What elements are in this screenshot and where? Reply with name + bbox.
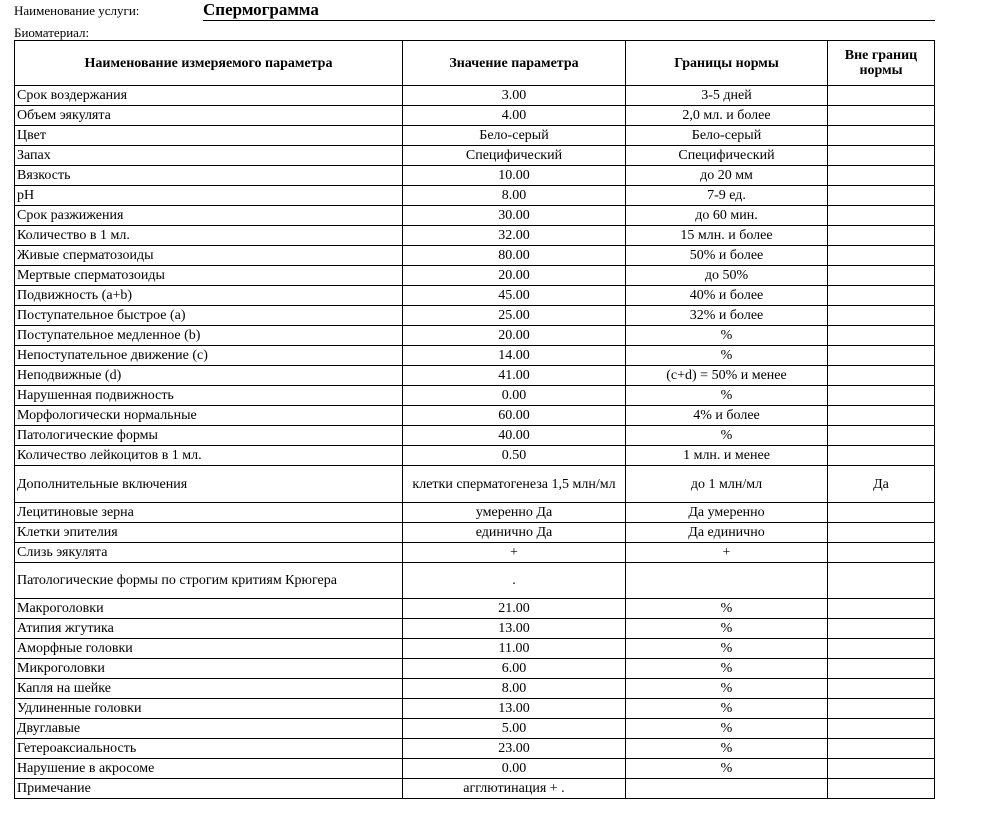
column-header-out-of-range: Вне границ нормы: [828, 41, 935, 86]
table-row: [15, 503, 935, 523]
cell-out-of-range: [828, 759, 935, 779]
table-row: [15, 739, 935, 759]
cell-out-of-range: [828, 86, 935, 106]
table-row: [15, 659, 935, 679]
cell-norm: Бело-серый: [626, 126, 828, 146]
table-row: [15, 86, 935, 106]
table-row: [15, 599, 935, 619]
cell-parameter: pH: [15, 186, 403, 206]
cell-value: 0.50: [403, 446, 626, 466]
cell-parameter: Патологические формы: [15, 426, 403, 446]
cell-out-of-range: [828, 426, 935, 446]
cell-norm: %: [626, 326, 828, 346]
cell-parameter: Удлиненные головки: [15, 699, 403, 719]
cell-norm: 1 млн. и менее: [626, 446, 828, 466]
cell-norm: %: [626, 679, 828, 699]
cell-parameter: Срок воздержания: [15, 86, 403, 106]
table-row: [15, 206, 935, 226]
cell-norm: 50% и более: [626, 246, 828, 266]
cell-out-of-range: [828, 739, 935, 759]
cell-value: 3.00: [403, 86, 626, 106]
cell-value: 30.00: [403, 206, 626, 226]
cell-parameter: Лецитиновые зерна: [15, 503, 403, 523]
cell-parameter: Мертвые сперматозоиды: [15, 266, 403, 286]
cell-parameter: Клетки эпителия: [15, 523, 403, 543]
table-row: [15, 306, 935, 326]
cell-value: 0.00: [403, 386, 626, 406]
cell-out-of-range: [828, 679, 935, 699]
cell-norm: 40% и более: [626, 286, 828, 306]
cell-norm: 3-5 дней: [626, 86, 828, 106]
column-header-norm: Границы нормы: [626, 41, 828, 86]
table-row: [15, 366, 935, 386]
cell-norm: 7-9 ед.: [626, 186, 828, 206]
cell-out-of-range: [828, 166, 935, 186]
cell-norm: %: [626, 739, 828, 759]
cell-norm: %: [626, 426, 828, 446]
cell-value: 80.00: [403, 246, 626, 266]
service-underline: [203, 20, 935, 21]
cell-norm: 15 млн. и более: [626, 226, 828, 246]
table-row: [15, 126, 935, 146]
table-row: [15, 563, 935, 599]
cell-out-of-range: [828, 346, 935, 366]
cell-value: Специфический: [403, 146, 626, 166]
table-row: [15, 619, 935, 639]
cell-value: 10.00: [403, 166, 626, 186]
cell-out-of-range: [828, 406, 935, 426]
cell-norm: Да умеренно: [626, 503, 828, 523]
cell-parameter: Примечание: [15, 779, 403, 799]
cell-parameter: Морфологически нормальные: [15, 406, 403, 426]
column-header-value: Значение параметра: [403, 41, 626, 86]
cell-out-of-range: [828, 543, 935, 563]
cell-norm: (c+d) = 50% и менее: [626, 366, 828, 386]
table-row: [15, 166, 935, 186]
cell-value: 8.00: [403, 679, 626, 699]
cell-value: клетки сперматогенеза 1,5 млн/мл: [403, 466, 626, 503]
cell-out-of-range: [828, 719, 935, 739]
cell-value: 25.00: [403, 306, 626, 326]
cell-parameter: Неподвижные (d): [15, 366, 403, 386]
cell-parameter: Вязкость: [15, 166, 403, 186]
table-row: [15, 386, 935, 406]
table-row: [15, 286, 935, 306]
cell-norm: [626, 779, 828, 799]
cell-out-of-range: [828, 523, 935, 543]
cell-parameter: Двуглавые: [15, 719, 403, 739]
table-row: [15, 146, 935, 166]
cell-value: умеренно Да: [403, 503, 626, 523]
cell-out-of-range: [828, 306, 935, 326]
cell-norm: 4% и более: [626, 406, 828, 426]
cell-parameter: Запах: [15, 146, 403, 166]
table-row: [15, 326, 935, 346]
table-row: [15, 186, 935, 206]
cell-value: 8.00: [403, 186, 626, 206]
service-name: Спермограмма: [203, 0, 319, 19]
cell-out-of-range: [828, 326, 935, 346]
cell-parameter: Цвет: [15, 126, 403, 146]
cell-parameter: Объем эякулята: [15, 106, 403, 126]
cell-out-of-range: [828, 206, 935, 226]
cell-value: 4.00: [403, 106, 626, 126]
cell-value: 5.00: [403, 719, 626, 739]
cell-out-of-range: [828, 599, 935, 619]
cell-parameter: Дополнительные включения: [15, 466, 403, 503]
cell-value: 20.00: [403, 266, 626, 286]
cell-norm: %: [626, 719, 828, 739]
cell-value: единично Да: [403, 523, 626, 543]
cell-value: 6.00: [403, 659, 626, 679]
cell-value: 40.00: [403, 426, 626, 446]
cell-norm: [626, 563, 828, 599]
table-row: [15, 779, 935, 799]
cell-value: 23.00: [403, 739, 626, 759]
cell-out-of-range: [828, 386, 935, 406]
cell-parameter: Атипия жгутика: [15, 619, 403, 639]
cell-out-of-range: [828, 106, 935, 126]
table-row: [15, 543, 935, 563]
service-label: Наименование услуги:: [14, 3, 140, 18]
cell-parameter: Слизь эякулята: [15, 543, 403, 563]
cell-value: 13.00: [403, 619, 626, 639]
table-row: [15, 346, 935, 366]
table-row: [15, 523, 935, 543]
cell-out-of-range: [828, 639, 935, 659]
cell-value: 60.00: [403, 406, 626, 426]
table-row: [15, 106, 935, 126]
cell-value: 41.00: [403, 366, 626, 386]
cell-value: агглютинация + .: [403, 779, 626, 799]
cell-out-of-range: [828, 446, 935, 466]
table-row: [15, 426, 935, 446]
table-row: [15, 679, 935, 699]
cell-norm: %: [626, 346, 828, 366]
cell-norm: Да единично: [626, 523, 828, 543]
column-header-parameter: Наименование измеряемого параметра: [15, 41, 403, 86]
table-row: [15, 639, 935, 659]
cell-parameter: Нарушение в акросоме: [15, 759, 403, 779]
cell-parameter: Микроголовки: [15, 659, 403, 679]
cell-norm: %: [626, 759, 828, 779]
cell-value: Бело-серый: [403, 126, 626, 146]
cell-norm: %: [626, 659, 828, 679]
cell-parameter: Подвижность (a+b): [15, 286, 403, 306]
table-row: [15, 266, 935, 286]
cell-value: 0.00: [403, 759, 626, 779]
cell-out-of-range: [828, 246, 935, 266]
cell-out-of-range: [828, 266, 935, 286]
cell-parameter: Аморфные головки: [15, 639, 403, 659]
cell-norm: +: [626, 543, 828, 563]
cell-norm: %: [626, 386, 828, 406]
cell-value: 11.00: [403, 639, 626, 659]
table-row: [15, 719, 935, 739]
cell-value: 13.00: [403, 699, 626, 719]
cell-norm: %: [626, 639, 828, 659]
cell-norm: %: [626, 619, 828, 639]
cell-parameter: Живые сперматозоиды: [15, 246, 403, 266]
cell-parameter: Капля на шейке: [15, 679, 403, 699]
table-row: [15, 446, 935, 466]
cell-norm: 32% и более: [626, 306, 828, 326]
cell-parameter: Макроголовки: [15, 599, 403, 619]
table-row: [15, 406, 935, 426]
cell-parameter: Срок разжижения: [15, 206, 403, 226]
cell-parameter: Поступательное быстрое (а): [15, 306, 403, 326]
table-header-row: [15, 41, 935, 86]
cell-parameter: Количество лейкоцитов в 1 мл.: [15, 446, 403, 466]
cell-parameter: Патологические формы по строгим критиям Крюгера: [15, 563, 403, 599]
cell-out-of-range: [828, 126, 935, 146]
table-row: [15, 466, 935, 503]
biomaterial-label: Биоматериал:: [14, 25, 90, 40]
cell-out-of-range: Да: [828, 466, 935, 503]
cell-out-of-range: [828, 226, 935, 246]
cell-norm: 2,0 мл. и более: [626, 106, 828, 126]
cell-parameter: Непоступательное движение (c): [15, 346, 403, 366]
cell-parameter: Нарушенная подвижность: [15, 386, 403, 406]
table-row: [15, 246, 935, 266]
cell-out-of-range: [828, 286, 935, 306]
cell-norm: %: [626, 699, 828, 719]
cell-norm: до 20 мм: [626, 166, 828, 186]
cell-value: 14.00: [403, 346, 626, 366]
cell-parameter: Количество в 1 мл.: [15, 226, 403, 246]
cell-parameter: Гетероаксиальность: [15, 739, 403, 759]
cell-value: 45.00: [403, 286, 626, 306]
results-table: [14, 40, 935, 799]
cell-out-of-range: [828, 779, 935, 799]
cell-out-of-range: [828, 563, 935, 599]
cell-parameter: Поступательное медленное (b): [15, 326, 403, 346]
cell-out-of-range: [828, 503, 935, 523]
cell-out-of-range: [828, 366, 935, 386]
cell-out-of-range: [828, 146, 935, 166]
cell-value: .: [403, 563, 626, 599]
table-row: [15, 226, 935, 246]
cell-norm: до 60 мин.: [626, 206, 828, 226]
cell-value: +: [403, 543, 626, 563]
cell-out-of-range: [828, 659, 935, 679]
cell-norm: Специфический: [626, 146, 828, 166]
cell-out-of-range: [828, 186, 935, 206]
cell-out-of-range: [828, 619, 935, 639]
cell-value: 21.00: [403, 599, 626, 619]
cell-norm: до 1 млн/мл: [626, 466, 828, 503]
table-row: [15, 759, 935, 779]
cell-value: 32.00: [403, 226, 626, 246]
cell-value: 20.00: [403, 326, 626, 346]
cell-norm: %: [626, 599, 828, 619]
cell-out-of-range: [828, 699, 935, 719]
table-row: [15, 699, 935, 719]
cell-norm: до 50%: [626, 266, 828, 286]
